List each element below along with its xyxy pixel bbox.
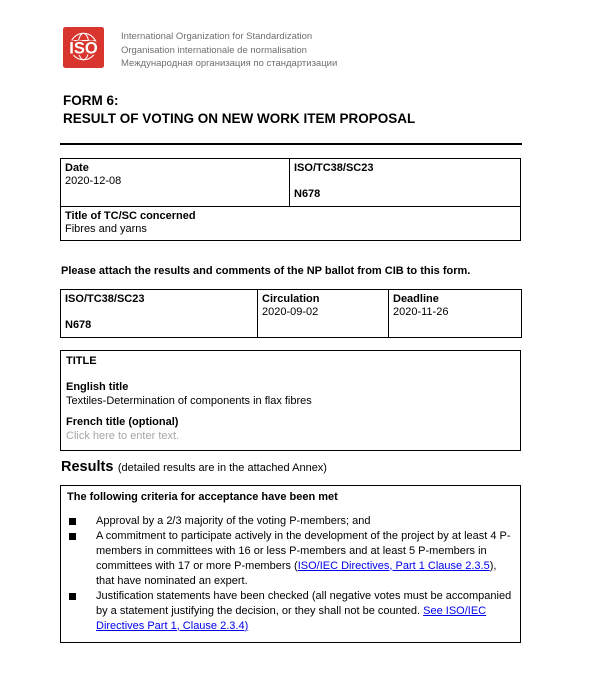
table-row [61,158,521,206]
date-cell [61,158,290,206]
table-row [61,289,522,337]
tc-title-value: Fibres and yarns [65,222,147,235]
results-heading-line [61,458,606,476]
date-label: Date [65,161,89,174]
criterion-item [67,514,514,529]
results-heading: Results [61,458,114,475]
results-note: (detailed results are in the attached Annex) [117,461,327,474]
title-section-box [60,350,521,451]
organization-names [121,27,337,71]
french-title-label: French title (optional) [66,416,179,428]
page-title [63,92,606,128]
directives-clause-2-3-4-link[interactable]: See ISO/IEC Directives Part 1, Clause 2.3.4) [96,604,487,632]
committee-reference: ISO/TC38/SC23 [65,292,145,305]
criterion-text-segment: A commitment to participate actively in the development of the project by at least 4 P-members in committees with 16 or less P-members and at least 5 P-members in committees with 17 or more P-members ( [96,529,511,572]
criterion-text-segment: Justification statements have been checked (all negative votes must be accompanied by a statement justifying the decision, or they shall not be counted. [96,589,512,617]
deadline-date: 2020-11-26 [393,305,449,318]
criterion-text [96,589,514,634]
ballot-table [60,289,522,338]
document-number: N678 [65,318,92,331]
english-title-value: Textiles-Determination of components in flax fibres [66,394,312,407]
criterion-text-segment: Approval by a 2/3 majority of the voting P-members; and [96,514,371,527]
committee-cell [290,158,521,206]
table-row [61,206,521,240]
square-bullet-icon [69,518,76,525]
criterion-text-segment: ), that have nominated an expert. [96,559,497,587]
attach-instruction: Please attach the results and comments of the NP ballot from CIB to this form. [61,264,471,277]
english-title-label: English title [66,381,129,393]
title-section-heading: TITLE [66,354,97,367]
form-title-text: RESULT OF VOTING ON NEW WORK ITEM PROPOSAL [63,110,416,126]
square-bullet-icon [69,593,76,600]
directives-clause-2-3-5-link[interactable]: ISO/IEC Directives, Part 1 Clause 2.3.5 [297,559,490,572]
circulation-label: Circulation [262,292,320,305]
criterion-item [67,589,514,634]
horizontal-divider [60,143,522,145]
iso-logo-text: ISO [69,39,98,58]
criteria-heading: The following criteria for acceptance have been met [67,490,338,503]
ballot-committee-cell [61,289,258,337]
document-header [63,27,606,71]
iso-logo-icon [63,27,104,68]
circulation-date: 2020-09-02 [262,305,319,318]
tc-title-label: Title of TC/SC concerned [65,209,196,222]
criterion-item [67,529,514,589]
form-number: FORM 6: [63,92,119,108]
info-table [60,158,521,241]
french-title-input[interactable]: Click here to enter text. [66,429,180,442]
committee-reference: ISO/TC38/SC23 [294,161,374,174]
org-name-en: International Organization for Standardization [121,31,313,42]
tc-title-cell [61,206,521,240]
org-name-ru: Международная организация по стандартизации [121,58,338,69]
criterion-text [96,514,514,529]
criteria-box [60,485,521,643]
deadline-label: Deadline [393,292,439,305]
org-name-fr: Organisation internationale de normalisation [121,44,307,56]
criterion-text [96,529,514,589]
deadline-cell [389,289,522,337]
circulation-cell [258,289,389,337]
document-number: N678 [294,187,321,200]
square-bullet-icon [69,533,76,540]
date-value: 2020-12-08 [65,174,122,187]
